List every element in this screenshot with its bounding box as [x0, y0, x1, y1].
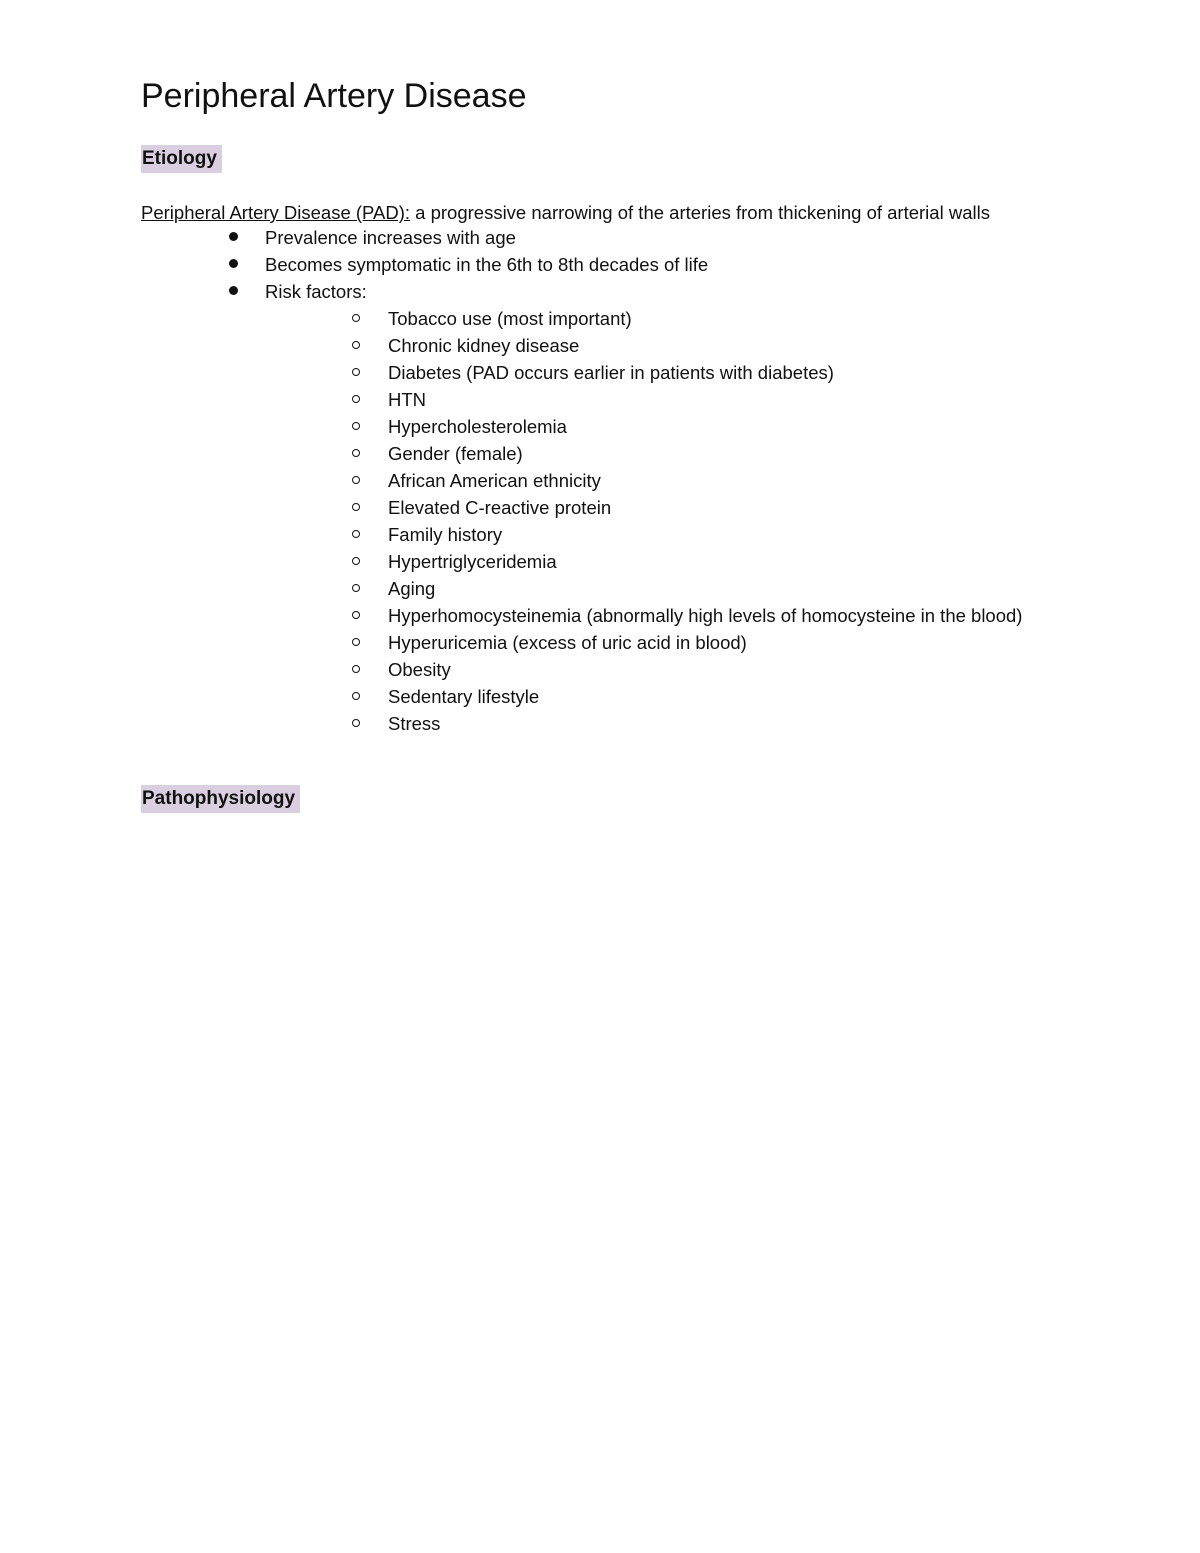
bullet-prevalence — [0, 224, 1028, 251]
risk-factor-text: HTN — [388, 389, 427, 410]
circle-bullet-icon — [352, 368, 360, 376]
document-title: Peripheral Artery Disease — [141, 77, 527, 115]
risk-factor-item — [0, 683, 1028, 710]
risk-factor-text: Aging — [388, 578, 436, 599]
risk-factor-item — [0, 413, 1028, 440]
circle-bullet-icon — [352, 719, 360, 727]
circle-bullet-icon — [352, 692, 360, 700]
bullet-risk-factors — [0, 278, 1028, 737]
etiology-bullet-list — [0, 224, 1028, 737]
circle-bullet-icon — [352, 665, 360, 673]
risk-factor-text: Sedentary lifestyle — [388, 686, 540, 707]
risk-factor-item — [0, 305, 1028, 332]
risk-factor-text: Family history — [388, 524, 503, 545]
risk-factor-item — [0, 332, 1028, 359]
bullet-symptomatic — [0, 251, 1028, 278]
risk-factor-text: Elevated C-reactive protein — [388, 497, 612, 518]
risk-factor-text: Diabetes (PAD occurs earlier in patients with diabetes) — [388, 362, 834, 383]
risk-factor-text: Hypercholesterolemia — [388, 416, 567, 437]
pad-definition — [141, 199, 990, 226]
risk-factor-item — [0, 494, 1028, 521]
risk-factor-item — [0, 710, 1028, 737]
definition-text: a progressive narrowing of the arteries from thickening of arterial walls — [410, 202, 990, 223]
risk-factor-text: Obesity — [388, 659, 451, 680]
risk-factor-text: Tobacco use (most important) — [388, 308, 632, 329]
circle-bullet-icon — [352, 611, 360, 619]
bullet-text: Prevalence increases with age — [265, 227, 516, 248]
risk-factor-item — [0, 602, 1028, 629]
risk-factor-text: Hyperhomocysteinemia (abnormally high levels of homocysteine in the blood) — [388, 605, 1023, 626]
risk-factor-item — [0, 575, 1028, 602]
risk-factor-item — [0, 359, 1028, 386]
risk-factor-text: Stress — [388, 713, 441, 734]
bullet-dot-icon — [229, 232, 238, 241]
risk-factor-item — [0, 467, 1028, 494]
circle-bullet-icon — [352, 449, 360, 457]
risk-factor-item — [0, 656, 1028, 683]
risk-factor-item — [0, 548, 1028, 575]
risk-factor-text: Hyperuricemia (excess of uric acid in blood) — [388, 632, 747, 653]
section-heading-etiology: Etiology — [141, 145, 222, 173]
circle-bullet-icon — [352, 584, 360, 592]
risk-factor-text: Gender (female) — [388, 443, 523, 464]
risk-factor-text: African American ethnicity — [388, 470, 601, 491]
risk-factor-text: Hypertriglyceridemia — [388, 551, 557, 572]
circle-bullet-icon — [352, 422, 360, 430]
bullet-dot-icon — [229, 286, 238, 295]
circle-bullet-icon — [352, 557, 360, 565]
risk-factor-item — [0, 521, 1028, 548]
circle-bullet-icon — [352, 530, 360, 538]
bullet-text: Becomes symptomatic in the 6th to 8th decades of life — [265, 254, 709, 275]
circle-bullet-icon — [352, 476, 360, 484]
circle-bullet-icon — [352, 638, 360, 646]
bullet-text: Risk factors: — [265, 281, 367, 302]
circle-bullet-icon — [352, 314, 360, 322]
circle-bullet-icon — [352, 395, 360, 403]
bullet-dot-icon — [229, 259, 238, 268]
risk-factor-item — [0, 386, 1028, 413]
circle-bullet-icon — [352, 503, 360, 511]
circle-bullet-icon — [352, 341, 360, 349]
definition-term: Peripheral Artery Disease (PAD): — [141, 202, 411, 223]
risk-factor-text: Chronic kidney disease — [388, 335, 580, 356]
risk-factor-item — [0, 440, 1028, 467]
risk-factor-list — [265, 305, 1028, 737]
risk-factor-item — [0, 629, 1028, 656]
section-heading-pathophysiology: Pathophysiology — [141, 785, 300, 813]
